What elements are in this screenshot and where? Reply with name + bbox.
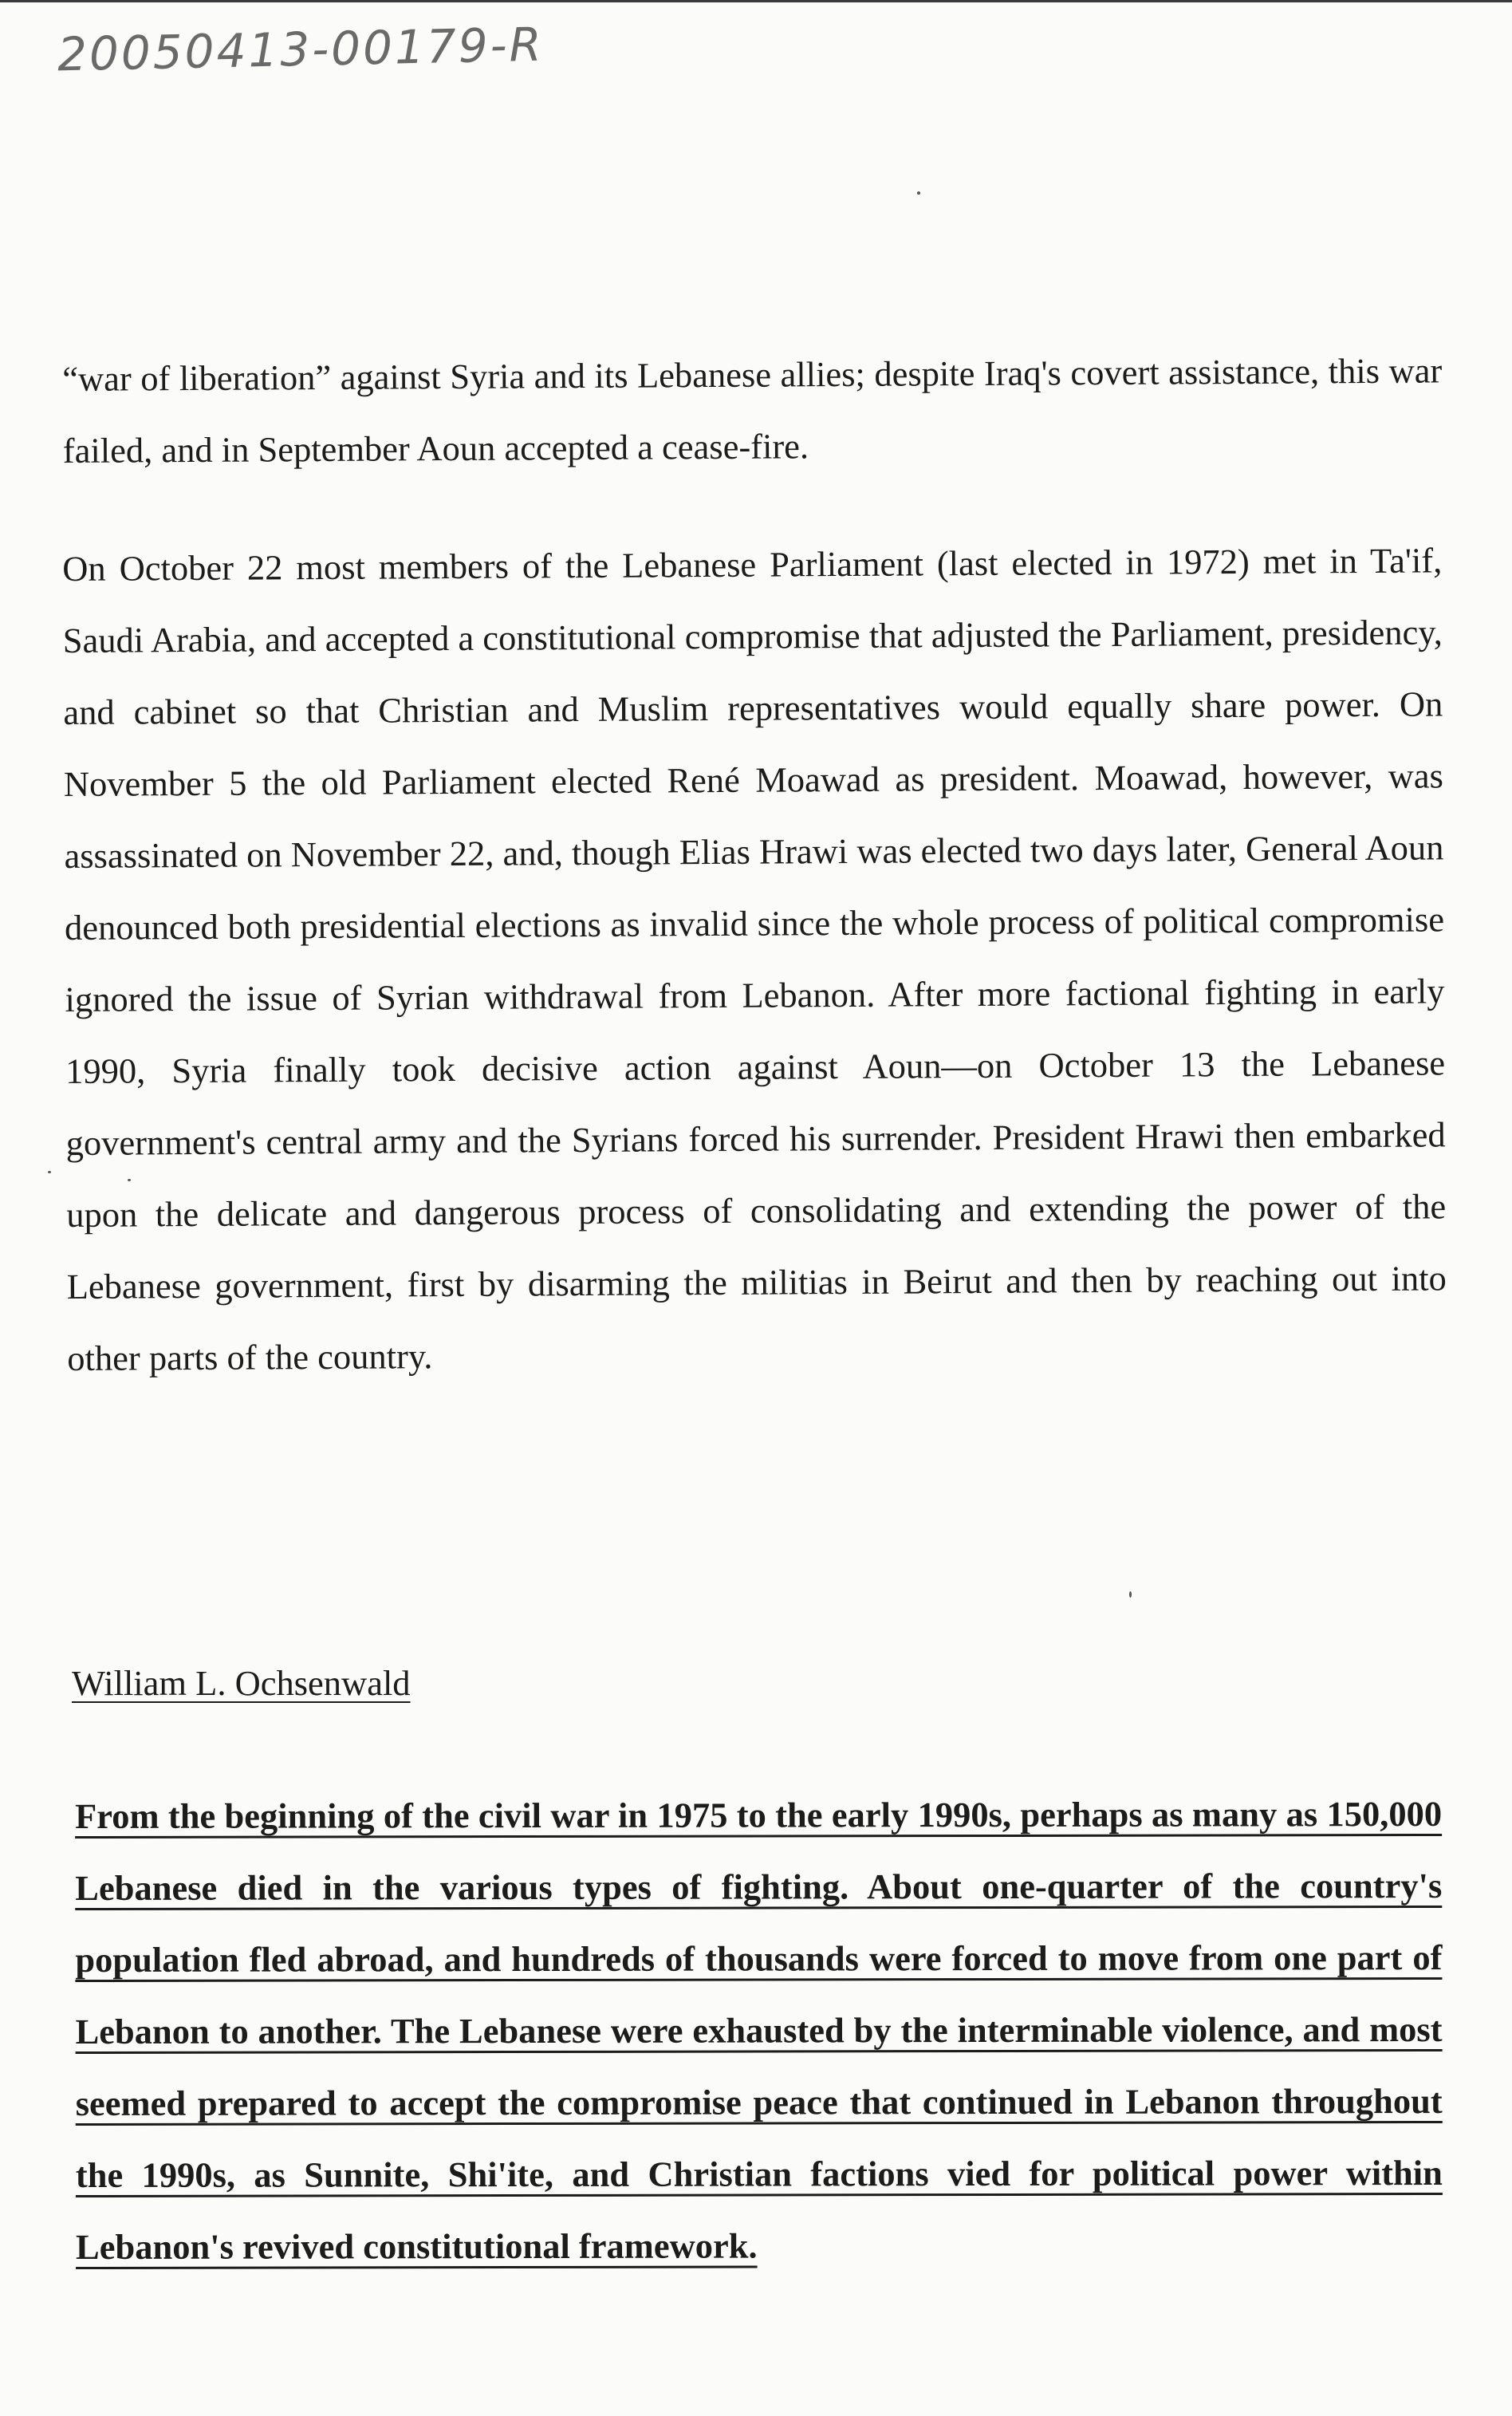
body-paragraph-1: “war of liberation” against Syria and its Lebanese allies; despite Iraq's covert assistance, this war failed, and in September Aoun accepted a cease-fire.	[62, 350, 1443, 471]
handwritten-document-id: 20050413-00179-R	[57, 17, 545, 82]
author-name: William L. Ochsenwald	[72, 1663, 411, 1703]
body-paragraph-2: On October 22 most members of the Lebanese Parliament (last elected in 1972) met in Ta'if, Saudi Arabia, and accepted a constitutional compromise that adjusted the Parliament, presidency, and cabinet so that Christian and Muslim representatives would equally share power. On November 5 the old Parliament elected René Moawad as president. Moawad, however, was assassinated on November 22, and, though Elias Hrawi was elected two days later, General Aoun denounced both presidential elections as invalid since the whole process of political compromise ignored the issue of Syrian withdrawal from Lebanon. After more factional fighting in early 1990, Syria finally took decisive action against Aoun—on October 13 the Lebanese government's central army and the Syrians forced his surrender. President Hrawi then embarked upon the delicate and dangerous process of consolidating and extending the power of the Lebanese government, first by disarming the militias in Beirut and then by reaching out into other parts of the country.	[62, 540, 1447, 1378]
top-border-rule	[0, 0, 1512, 2]
scan-speck	[1129, 1591, 1132, 1598]
scan-speck	[917, 191, 920, 195]
scan-speck	[48, 1171, 51, 1173]
scan-speck	[128, 1179, 131, 1181]
closing-paragraph: From the beginning of the civil war in 1975 to the early 1990s, perhaps as many as 150,000 Lebanese died in the various types of fighting. About one-quarter of the country's population fled abroad, and hundreds of thousands were forced to move from one part of Lebanon to another. The Lebanese were exhausted by the interminable violence, and most seemed prepared to accept the compromise peace that continued in Lebanon throughout the 1990s, as Sunnite, Shi'ite, and Christian factions vied for political power within Lebanon's revived constitutional framework.	[75, 1794, 1443, 2267]
